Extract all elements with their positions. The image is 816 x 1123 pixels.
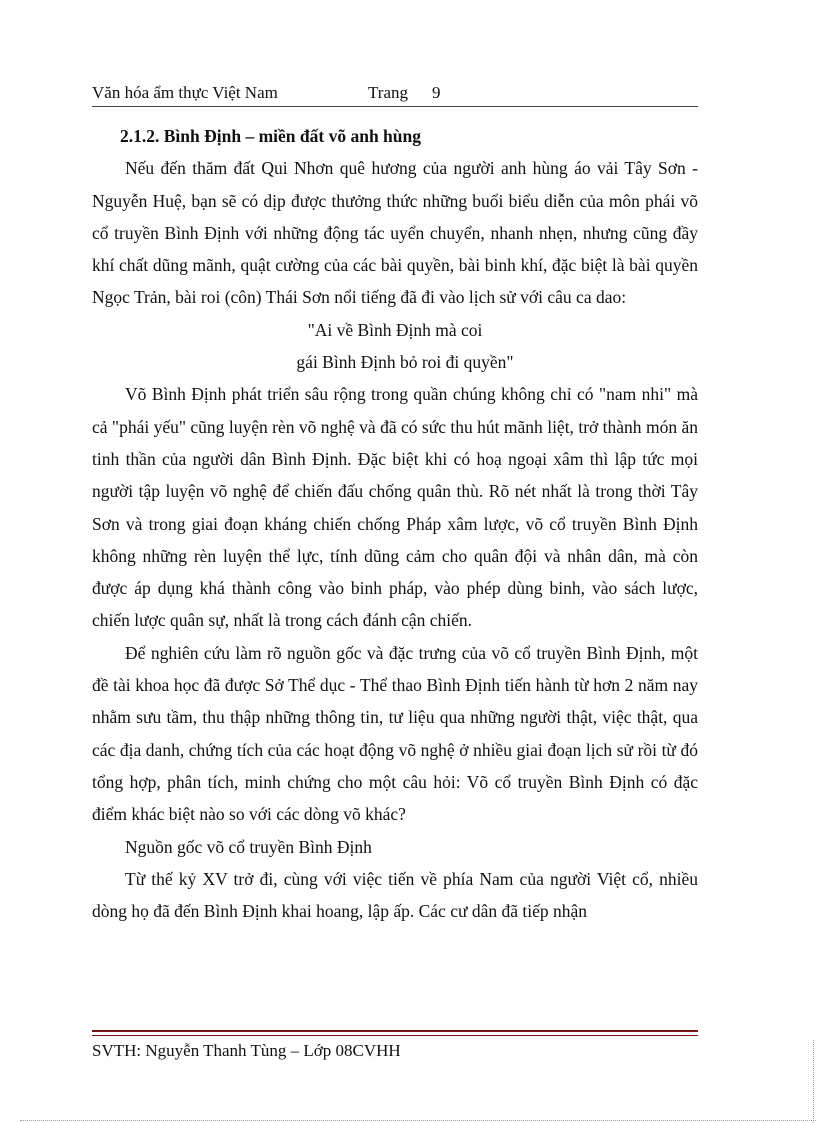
- section-heading: 2.1.2. Bình Định – miền đất võ anh hùng: [120, 126, 422, 146]
- paragraph: Võ Bình Định phát triển sâu rộng trong quần chúng không chỉ có "nam nhi" mà cả "phái yếu" cũng luyện rèn võ nghệ và đã có sức thu hút mãnh liệt, trở thành món ăn tinh thần của người dân Bình Định. Đặc biệt khi có hoạ ngoại xâm thì lập tức mọi người tập luyện võ nghệ để chiến đấu chống quân thù. Rõ nét nhất là trong thời Tây Sơn và trong giai đoạn kháng chiến chống Pháp xâm lược, võ cổ truyền Bình Định không những rèn luyện thể lực, tính dũng cảm cho quân đội và nhân dân, mà còn được áp dụng khá thành công vào binh pháp, vào phép dùng binh, vào sách lược, chiến lược quân sự, nhất là trong cách đánh cận chiến.: [92, 384, 698, 631]
- verse-line: gái Bình Định bỏ roi đi quyền": [296, 352, 514, 373]
- footer-divider: [92, 1035, 698, 1036]
- header-divider: [92, 106, 698, 107]
- page-edge: [20, 1120, 816, 1121]
- page-header: [92, 83, 441, 103]
- page-label: Trang: [368, 83, 408, 102]
- document-title: Văn hóa ẩm thực Việt Nam: [92, 83, 278, 102]
- verse-line: "Ai về Bình Định mà coi: [307, 319, 483, 340]
- page-number: 9: [432, 83, 441, 102]
- paragraph: Để nghiên cứu làm rõ nguồn gốc và đặc trưng của võ cổ truyền Bình Định, một đề tài khoa học đã được Sở Thể dục - Thể thao Bình Định tiến hành từ hơn 2 năm nay nhằm sưu tầm, thu thập những thông tin, tư liệu qua những người thật, việc thật, qua các địa danh, chứng tích của các hoạt động võ nghệ ở nhiều giai đoạn lịch sử rồi từ đó tổng hợp, phân tích, minh chứng cho một câu hỏi: Võ cổ truyền Bình Định có đặc điểm khác biệt nào so với các dòng võ khác?: [92, 642, 698, 825]
- paragraph: Nếu đến thăm đất Qui Nhơn quê hương của người anh hùng áo vải Tây Sơn - Nguyễn Huệ, bạn sẽ có dịp được thưởng thức những buổi biểu diễn của môn phái võ cổ truyền Bình Định với những động tác uyển chuyển, nhanh nhẹn, nhưng cũng đầy khí chất dũng mãnh, quật cường của các bài quyền, bài binh khí, đặc biệt là bài quyền Ngọc Trản, bài roi (côn) Thái Sơn nổi tiếng đã đi vào lịch sử với câu ca dao:: [92, 158, 698, 308]
- subheading: Nguồn gốc võ cổ truyền Bình Định: [125, 836, 372, 857]
- footer-divider: [92, 1030, 698, 1032]
- paragraph: Từ thế kỷ XV trở đi, cùng với việc tiến về phía Nam của người Việt cổ, nhiều dòng họ đã đến Bình Định khai hoang, lập ấp. Các cư dân đã tiếp nhận: [92, 868, 698, 922]
- page-edge: [813, 1040, 814, 1123]
- page-body: [92, 120, 698, 927]
- page-footer: SVTH: Nguyễn Thanh Tùng – Lớp 08CVHH: [92, 1041, 401, 1060]
